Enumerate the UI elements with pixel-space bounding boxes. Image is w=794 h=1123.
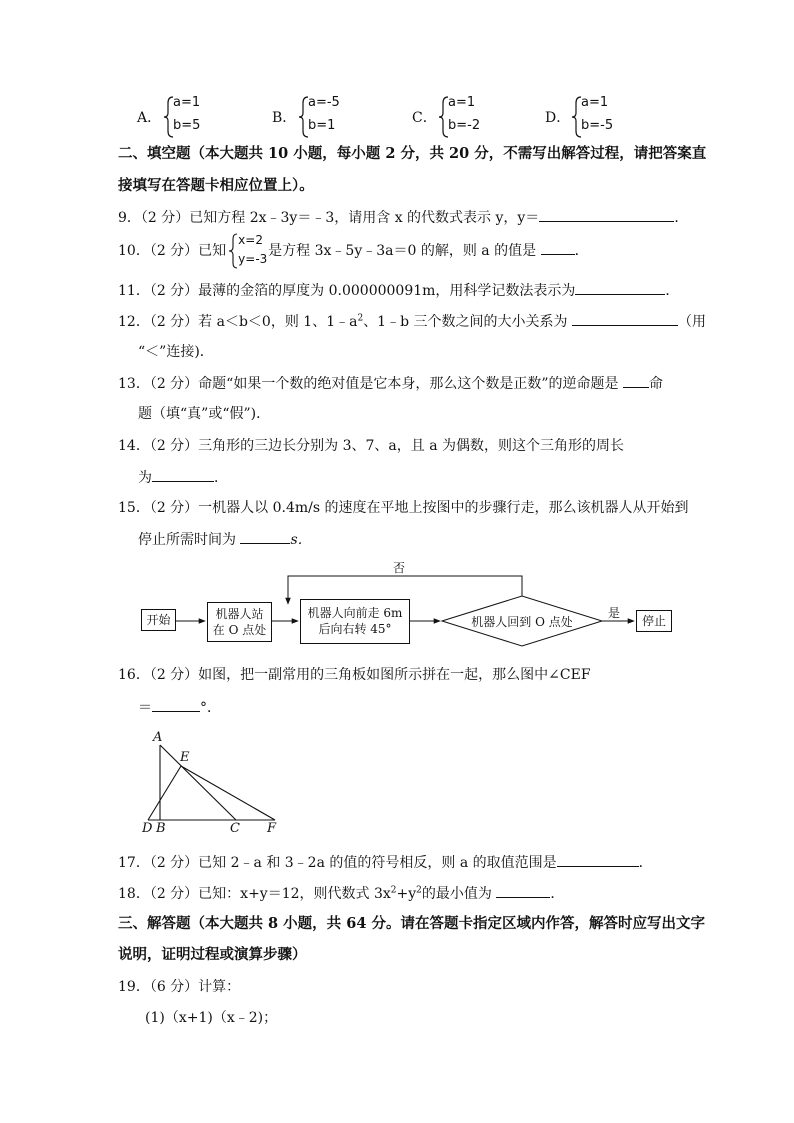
q18-post: 的最小值为 (421, 886, 497, 902)
q11-end: ． (665, 283, 680, 299)
flow-start: 开始 (141, 609, 176, 631)
flow-move-line1: 机器人向前走 6m (307, 606, 403, 620)
option-d-eq1: a=1 (581, 95, 609, 110)
q14-end: ． (214, 470, 228, 486)
q13-text: 13．（2 分）命题“如果一个数的绝对值是它本身，那么这个数是正数”的逆命题是 (118, 376, 623, 392)
option-c-eq1: a=1 (448, 95, 476, 110)
q18-mid: +y (396, 886, 417, 902)
q9-text: 9．（2 分）已知方程 2x﹣3y＝﹣3，请用含 x 的代数式表示 y，y＝ (118, 210, 540, 226)
option-c-label: C． (412, 110, 437, 126)
q10-eq1: x=2 (238, 233, 263, 247)
q18-end: ． (550, 886, 565, 902)
q17-text: 17．（2 分）已知 2﹣a 和 3﹣2a 的值的符号相反，则 a 的取值范围是 (118, 855, 557, 871)
section2-heading-line1: 二、填空题（本大题共 10 小题，每小题 2 分，共 20 分，不需写出解答过程，请把答案直 (118, 145, 707, 162)
question-15: 15．（2 分）一机器人以 0.4m/s 的速度在平地上按图中的步骤行走，那么该机器人从开始到 (118, 500, 689, 516)
point-a-label: A (153, 730, 163, 745)
question-16: 16．（2 分）如图，把一副常用的三角板如图所示拼在一起，那么图中∠CEF (118, 667, 591, 683)
option-d-eq2: b=-5 (581, 118, 614, 133)
q18-sup2: 2 (416, 885, 422, 896)
q10-end: ． (574, 243, 589, 259)
q13-end: 命 (648, 376, 663, 392)
q19-part1: (1)（x+1)（x﹣2)； (145, 1010, 278, 1026)
point-d-label: D (142, 821, 153, 836)
q18-sup1: 2 (390, 885, 397, 896)
point-b-label: B (156, 821, 166, 836)
q15-prefix: 停止所需时间为 (138, 532, 241, 548)
q18-text: 18．（2 分）已知：x+y＝12，则代数式 3x (118, 886, 391, 902)
question-14: 14．（2 分）三角形的三边长分别为 3、7、a，且 a 为偶数，则这个三角形的周长 (118, 438, 625, 454)
q15-end: s． (290, 532, 312, 548)
q12-end: （用 (677, 314, 706, 330)
q12-superscript: 2 (357, 313, 364, 324)
flow-stand-line1: 机器人站 (215, 607, 264, 621)
q12-text: 12．（2 分）若 a＜b＜0，则 1、1﹣a (118, 314, 358, 330)
flow-stop: 停止 (636, 610, 672, 632)
q17-end: ． (638, 855, 653, 871)
question-18 (118, 883, 676, 904)
option-a-label: A． (137, 110, 162, 126)
q16-end: °． (200, 700, 221, 716)
point-c-label: C (230, 821, 240, 836)
q17-answer-blank[interactable] (557, 852, 639, 867)
q14-prefix: 为 (138, 470, 152, 486)
q11-text: 11．（2 分）最薄的金箔的厚度为 0.000000091m，用科学记数法表示为 (118, 283, 576, 299)
section2-heading-line2: 接填写在答题卡相应位置上）。 (118, 177, 314, 194)
section3-heading-line2: 说明，证明过程或演算步骤） (118, 946, 307, 963)
q10-eq2: y=-3 (238, 252, 268, 266)
option-d-label: D． (545, 110, 571, 126)
option-b-label: B． (272, 110, 297, 126)
option-a-eq1: a=1 (173, 95, 201, 110)
flow-stand-line2: 在 O 点处 (212, 623, 267, 637)
option-a-eq2: b=5 (173, 118, 201, 133)
question-19: 19．（6 分）计算： (118, 979, 241, 995)
point-e-label: E (180, 750, 190, 765)
q10-text: 10．（2 分）已知 (118, 243, 227, 259)
option-b-eq2: b=1 (308, 118, 336, 133)
q18-answer-blank[interactable] (496, 883, 550, 898)
point-f-label: F (267, 821, 277, 836)
q12-line2: “＜”连接)． (138, 344, 214, 360)
section3-heading-line1: 三、解答题（本大题共 8 小题，共 64 分。请在答题卡指定区域内作答，解答时应写出文字 (118, 915, 705, 932)
flow-no-label: 否 (393, 561, 406, 575)
q10-middle: 是方程 3x﹣5y﹣3a＝0 的解，则 a 的值是 (268, 243, 541, 259)
q16-prefix: ＝ (138, 700, 152, 716)
q9-end: ． (674, 210, 689, 226)
q13-line2: 题（填“真”或“假”)． (138, 406, 271, 422)
q12-middle: 、1﹣b 三个数之间的大小关系为 (363, 314, 572, 330)
option-b-eq1: a=-5 (308, 95, 340, 110)
option-c-eq2: b=-2 (448, 118, 481, 133)
flow-decision: 机器人回到 O 点处 (471, 615, 573, 629)
flow-yes-label: 是 (608, 606, 621, 620)
flow-move-line2: 后向右转 45° (318, 622, 392, 636)
question-17 (118, 852, 676, 873)
